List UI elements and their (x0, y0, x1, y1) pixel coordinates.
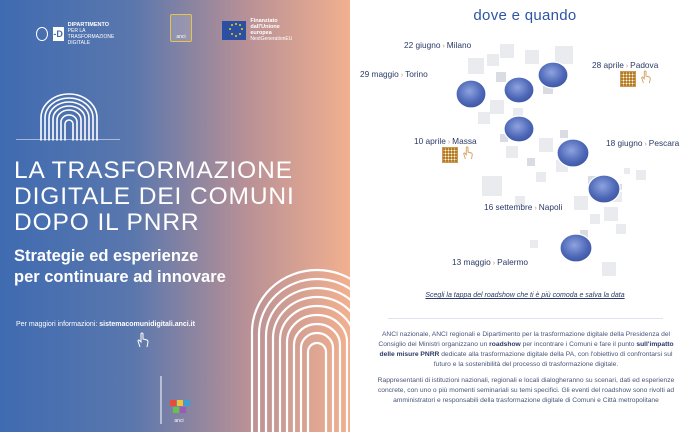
hero-title (14, 158, 314, 236)
intro-paragraph (372, 330, 680, 370)
map-title: dove e quando (473, 7, 577, 24)
chevron-right-icon: › (442, 43, 445, 50)
stop-city: Pescara (648, 138, 680, 148)
stop-date: 22 giugno (404, 40, 441, 50)
stop-date: 29 maggio (360, 69, 399, 79)
more-info (16, 321, 195, 328)
stop-pescara[interactable] (606, 138, 679, 148)
stop-padova[interactable] (592, 60, 658, 70)
dtd-mark-icon: -D (53, 29, 63, 39)
fingerprint-large-icon (248, 262, 350, 432)
stop-city: Milano (446, 40, 472, 50)
save-date-tagline (350, 292, 700, 299)
chevron-right-icon: › (534, 205, 537, 212)
map-panel (350, 0, 700, 432)
qr-code-massa[interactable] (442, 147, 458, 163)
anci-logo-label: anci (176, 34, 186, 40)
intro-text-c: per incontrare i Comuni e fare il punto (520, 341, 637, 348)
audience-paragraph: Rappresentanti di istituzioni nazionali, regionali e locali dialogheranno su scenari, dati ed esperienze concrete, con uno o più momenti seminariali su temi specifici. Gli eventi del roadshow sono rivolti ad amministratori e responsabili della trasformazione digitale di Comuni e Città metropolitane (377, 377, 675, 404)
eu-logo-text (250, 18, 296, 42)
stop-torino[interactable] (360, 69, 428, 79)
intro-text-e: dedicate alla trasformazione digitale della PA, con l'obiettivo di confrontarsi sul futuro e la sostenibilità del processo di trasformazione digitale. (433, 351, 673, 368)
dtd-logo (36, 22, 120, 46)
intro-pnrr: sull'impatto delle misure PNRR (379, 341, 674, 358)
eu-logo (222, 18, 296, 42)
stop-palermo[interactable] (452, 257, 528, 267)
intro-text-a: ANCI nazionale, ANCI regionali e Dipartimento per la trasformazione digitale della Presidenza del Consiglio dei Ministri organizzano un (378, 331, 671, 348)
tap-hand-icon (136, 332, 150, 348)
map-pin-massa[interactable] (504, 116, 534, 142)
dtd-line2: PER LA TRASFORMAZIONE (67, 28, 115, 40)
map-pin-pescara[interactable] (557, 139, 589, 167)
stop-date: 10 aprile (414, 136, 446, 146)
dtd-line3: DIGITALE (67, 40, 91, 46)
stop-napoli[interactable] (484, 202, 562, 212)
eu-line2: dall'Unione europea (250, 24, 280, 36)
map-pin-napoli[interactable] (588, 175, 620, 203)
anci-footer-label: anci (174, 418, 184, 424)
tap-hand-icon (462, 146, 474, 160)
dtd-logo-text (68, 22, 120, 46)
chevron-right-icon: › (492, 260, 496, 267)
section-divider (388, 318, 663, 319)
intro-roadshow: roadshow (489, 341, 521, 348)
map-pin-torino[interactable] (456, 80, 486, 108)
stop-date: 13 maggio (452, 257, 491, 267)
qr-code-padova[interactable] (620, 71, 636, 87)
stop-city: Torino (405, 69, 428, 79)
chevron-right-icon: › (625, 63, 629, 70)
stop-date: 18 giugno (606, 138, 643, 148)
stop-date: 28 aprile (592, 60, 624, 70)
stop-city: Palermo (497, 257, 528, 267)
stop-city: Napoli (538, 202, 563, 212)
chevron-right-icon: › (400, 72, 404, 79)
map-pin-milano[interactable] (504, 77, 534, 103)
chevron-right-icon: › (447, 139, 451, 146)
more-info-link[interactable]: sistemacomunidigitali.anci.it (99, 321, 195, 328)
stop-city: Massa (452, 136, 477, 146)
stop-city: Padova (630, 60, 659, 70)
chevron-right-icon: › (644, 141, 647, 148)
anci-vertical-bar (160, 376, 162, 424)
stop-milano[interactable] (404, 40, 471, 50)
eu-line3: NextGenerationEU (250, 36, 293, 42)
tap-hand-icon (640, 70, 652, 84)
fingerprint-arch-icon (38, 92, 100, 142)
hero-title-line2: DIGITALE DEI COMUNI (14, 183, 295, 210)
hero-subtitle-line2: per continuare ad innovare (14, 268, 226, 286)
save-date-text: Scegli la tappa del roadshow che ti è più comoda e salva la data (425, 292, 625, 299)
hero-divider (16, 139, 120, 140)
hero-title-line1: LA TRASFORMAZIONE (14, 157, 293, 184)
eu-flag-icon (222, 21, 246, 40)
map-pin-palermo[interactable] (560, 234, 592, 262)
eu-line1: Finanziato (250, 18, 278, 24)
anci-logo (170, 14, 192, 42)
anci-footer-logo (166, 398, 192, 424)
hero-subtitle-line1: Strategie ed esperienze (14, 247, 199, 265)
stop-date: 16 settembre (484, 202, 533, 212)
map-pin-padova[interactable] (538, 62, 568, 88)
dtd-line1: DIPARTIMENTO (67, 22, 110, 28)
republic-emblem-icon (36, 27, 48, 41)
more-info-label: Per maggiori informazioni: (16, 321, 100, 328)
stop-massa[interactable] (414, 136, 477, 146)
hero-title-line3: DOPO IL PNRR (14, 209, 200, 236)
